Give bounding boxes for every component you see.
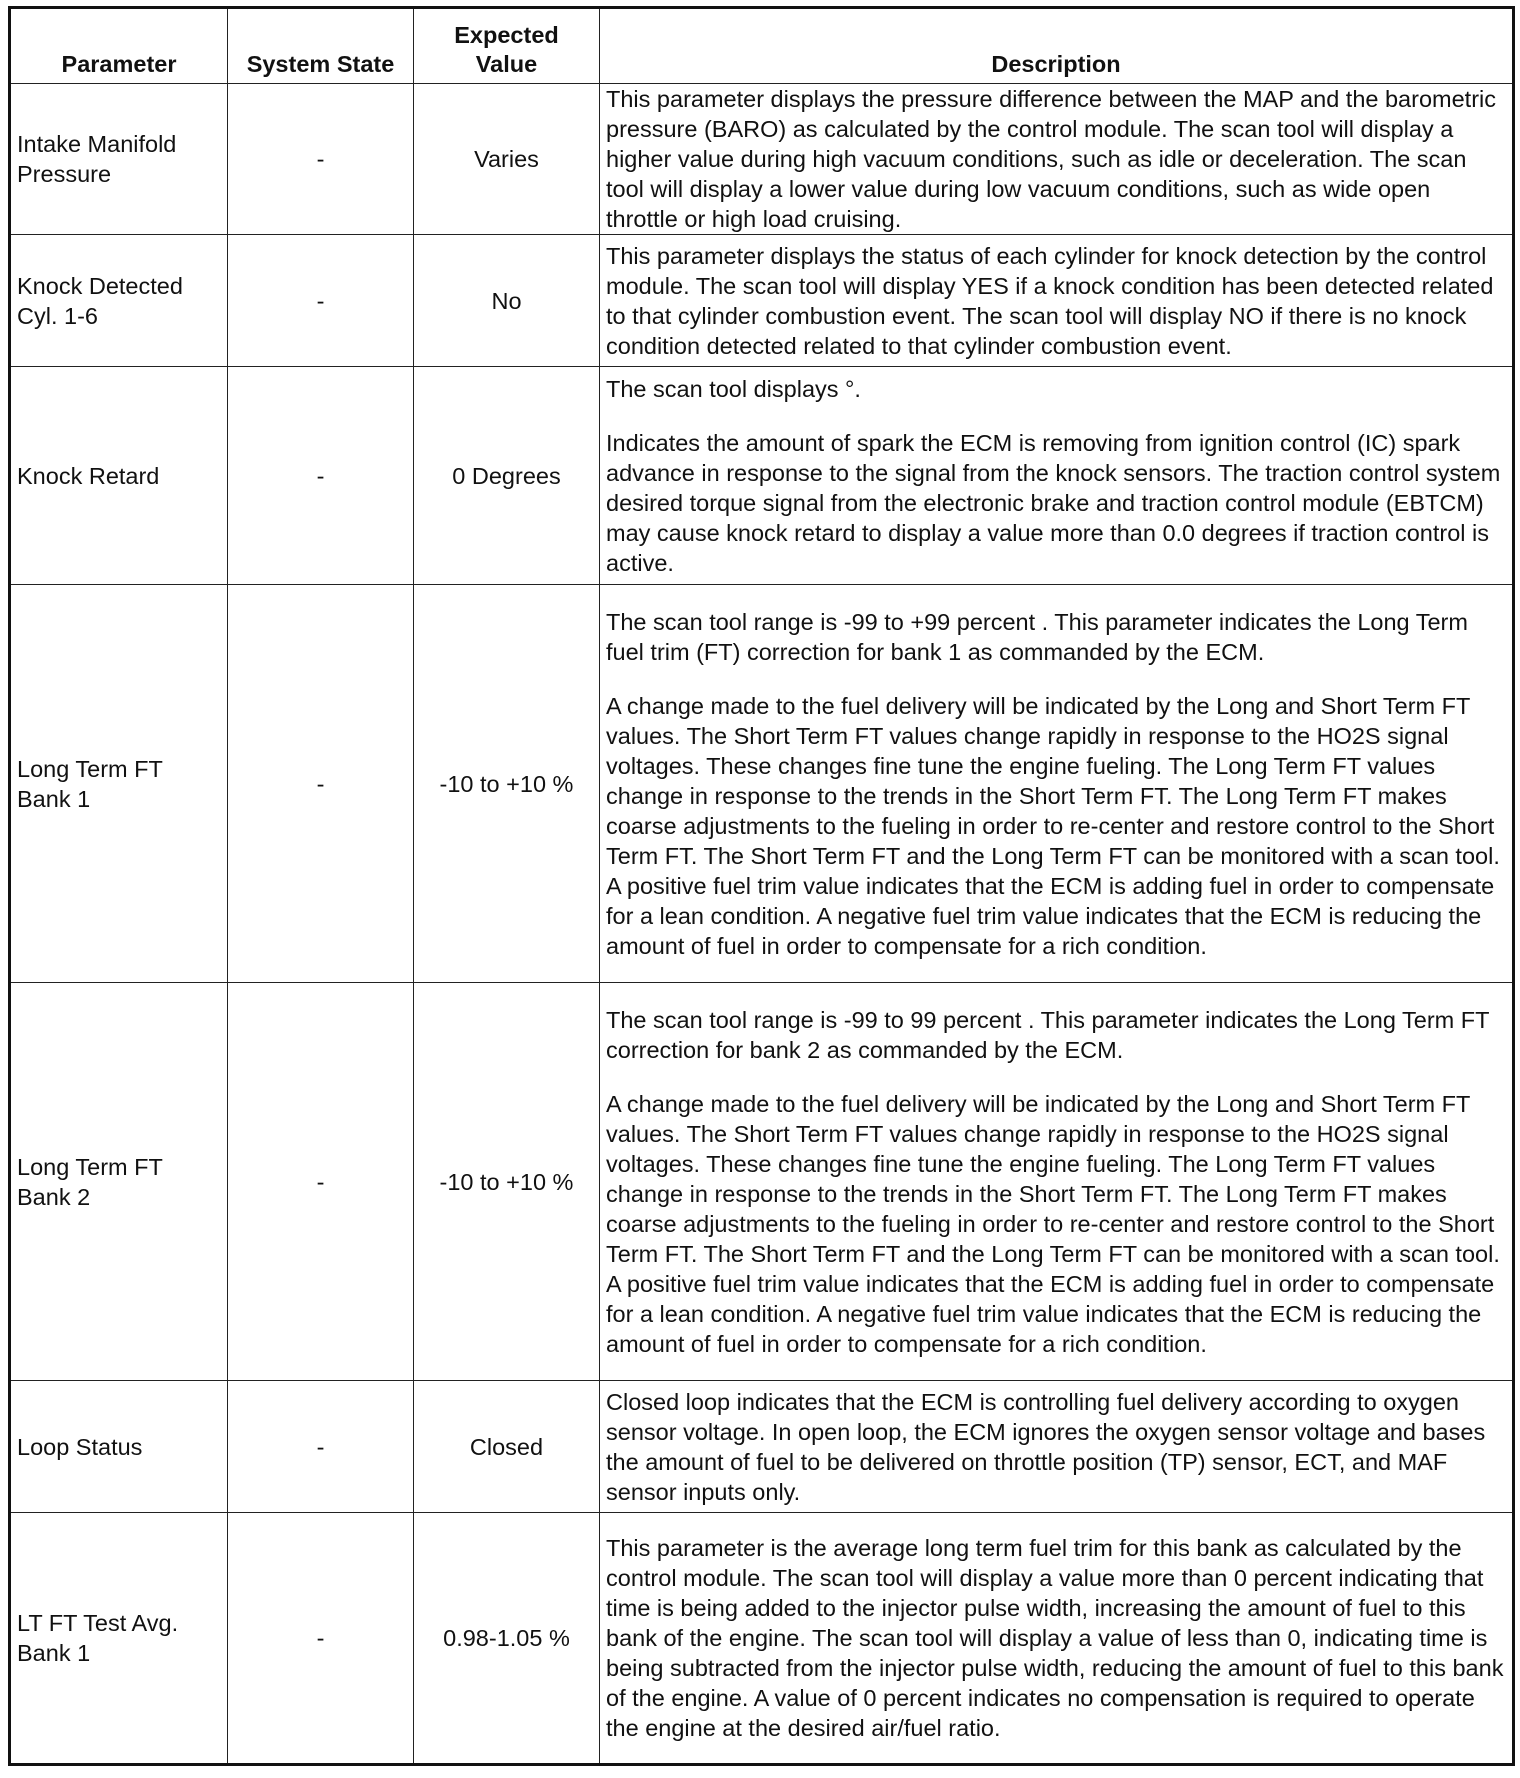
- header-expected-value-line2: Value: [475, 51, 538, 77]
- header-description-label: Description: [991, 51, 1121, 77]
- parameter-cell: [10, 84, 228, 235]
- parameter-name-line2: Bank 1: [17, 1640, 91, 1666]
- expected-value-cell: No: [414, 235, 600, 367]
- parameter-cell: [10, 1513, 228, 1765]
- header-expected-value: [414, 8, 600, 84]
- parameter-cell: [10, 367, 228, 585]
- description-cell: [600, 1513, 1514, 1765]
- parameter-table-container: [8, 6, 1512, 1766]
- parameter-name-line1: Long Term FT: [17, 755, 163, 782]
- description-paragraph: This parameter displays the pressure difference between the MAP and the barometric pressure (BARO) as calculated by the control module. The scan tool will display a higher value during high vacuum conditions, such as idle or deceleration. The scan tool will display a lower value during low vacuum conditions, such as wide open throttle or high load cruising.: [606, 86, 1496, 232]
- system-state-cell: -: [228, 84, 414, 235]
- description-paragraph: The scan tool displays °.: [606, 375, 861, 402]
- parameter-name-line1: Knock Retard: [17, 462, 160, 489]
- description-paragraph: This parameter displays the status of each cylinder for knock detection by the control module. The scan tool will display YES if a knock condition has been detected related to that cylinder combustion event. The scan tool will display NO if there is no knock condition detected related to that cylinder combustion event.: [606, 242, 1494, 359]
- parameter-cell: [10, 235, 228, 367]
- table-row: [10, 983, 1514, 1381]
- expected-value-cell: 0.98-1.05 %: [414, 1513, 600, 1765]
- description-paragraph: Closed loop indicates that the ECM is controlling fuel delivery according to oxygen sensor voltage. In open loop, the ECM ignores the oxygen sensor voltage and bases the amount of fuel to be delivered on throttle position (TP) sensor, ECT, and MAF sensor inputs only.: [606, 1388, 1486, 1505]
- system-state-cell: -: [228, 585, 414, 983]
- expected-value-cell: Varies: [414, 84, 600, 235]
- description-paragraph: Indicates the amount of spark the ECM is removing from ignition control (IC) spark advance in response to the signal from the knock sensors. The traction control system desired torque signal from the electronic brake and traction control module (EBTCM) may cause knock retard to display a value more than 0.0 degrees if traction control is active.: [606, 429, 1501, 576]
- description-paragraph: The scan tool range is -99 to 99 percent . This parameter indicates the Long Term FT correction for bank 2 as commanded by the ECM.: [606, 1006, 1490, 1063]
- table-row: [10, 367, 1514, 585]
- parameter-cell: [10, 1381, 228, 1513]
- table-header: [10, 8, 1514, 84]
- expected-value-cell: -10 to +10 %: [414, 585, 600, 983]
- header-parameter: [10, 8, 228, 84]
- table-row: [10, 585, 1514, 983]
- header-row: [10, 8, 1514, 84]
- description-cell: [600, 367, 1514, 585]
- header-expected-value-line1: Expected: [454, 22, 559, 48]
- table-row: [10, 1381, 1514, 1513]
- table-row: [10, 84, 1514, 235]
- description-paragraph: A change made to the fuel delivery will be indicated by the Long and Short Term FT values. The Short Term FT values change rapidly in response to the HO2S signal voltages. These changes fine tune the engine fueling. The Long Term FT values change in response to the trends in the Short Term FT. The Long Term FT makes coarse adjustments to the fueling in order to re-center and restore control to the Short Term FT. The Short Term FT and the Long Term FT can be monitored with a scan tool. A positive fuel trim value indicates that the ECM is adding fuel in order to compensate for a lean condition. A negative fuel trim value indicates that the ECM is reducing the amount of fuel in order to compensate for a rich condition.: [606, 1090, 1500, 1357]
- parameter-name-line1: Knock Detected: [17, 272, 183, 299]
- table-row: [10, 1513, 1514, 1765]
- parameter-name-line1: Loop Status: [17, 1433, 143, 1460]
- parameter-table: [8, 6, 1515, 1766]
- parameter-name-line1: Long Term FT: [17, 1153, 163, 1180]
- system-state-cell: -: [228, 235, 414, 367]
- table-body: [10, 84, 1514, 1765]
- system-state-cell: -: [228, 1381, 414, 1513]
- parameter-name-line2: Pressure: [17, 161, 112, 187]
- description-cell: [600, 585, 1514, 983]
- parameter-name-line2: Bank 1: [17, 785, 91, 812]
- parameter-name-line1: LT FT Test Avg.: [17, 1610, 179, 1636]
- expected-value-cell: -10 to +10 %: [414, 983, 600, 1381]
- expected-value-cell: 0 Degrees: [414, 367, 600, 585]
- system-state-cell: -: [228, 367, 414, 585]
- parameter-cell: [10, 983, 228, 1381]
- system-state-cell: -: [228, 983, 414, 1381]
- system-state-cell: -: [228, 1513, 414, 1765]
- expected-value-cell: Closed: [414, 1381, 600, 1513]
- description-paragraph: A change made to the fuel delivery will be indicated by the Long and Short Term FT values. The Short Term FT values change rapidly in response to the HO2S signal voltages. These changes fine tune the engine fueling. The Long Term FT values change in response to the trends in the Short Term FT. The Long Term FT makes coarse adjustments to the fueling in order to re-center and restore control to the Short Term FT. The Short Term FT and the Long Term FT can be monitored with a scan tool. A positive fuel trim value indicates that the ECM is adding fuel in order to compensate for a lean condition. A negative fuel trim value indicates that the ECM is reducing the amount of fuel in order to compensate for a rich condition.: [606, 692, 1500, 959]
- header-description: [600, 8, 1514, 84]
- header-parameter-label: Parameter: [61, 51, 177, 77]
- parameter-cell: [10, 585, 228, 983]
- description-paragraph: This parameter is the average long term fuel trim for this bank as calculated by the control module. The scan tool will display a value more than 0 percent indicating that time is being added to the injector pulse width, increasing the amount of fuel to this bank of the engine. The scan tool will display a value of less than 0, indicating time is being subtracted from the injector pulse width, reducing the amount of fuel to this bank of the engine. A value of 0 percent indicates no compensation is required to operate the engine at the desired air/fuel ratio.: [606, 1535, 1504, 1741]
- description-cell: [600, 1381, 1514, 1513]
- parameter-name-line2: Bank 2: [17, 1183, 91, 1210]
- parameter-name-line2: Cyl. 1-6: [17, 302, 98, 329]
- table-row: [10, 235, 1514, 367]
- header-system-state-label: System State: [246, 51, 395, 77]
- parameter-name-line1: Intake Manifold: [17, 131, 177, 157]
- header-system-state: [228, 8, 414, 84]
- description-paragraph: The scan tool range is -99 to +99 percent . This parameter indicates the Long Term fuel trim (FT) correction for bank 1 as commanded by the ECM.: [606, 608, 1468, 665]
- description-cell: [600, 235, 1514, 367]
- description-cell: [600, 983, 1514, 1381]
- description-cell: [600, 84, 1514, 235]
